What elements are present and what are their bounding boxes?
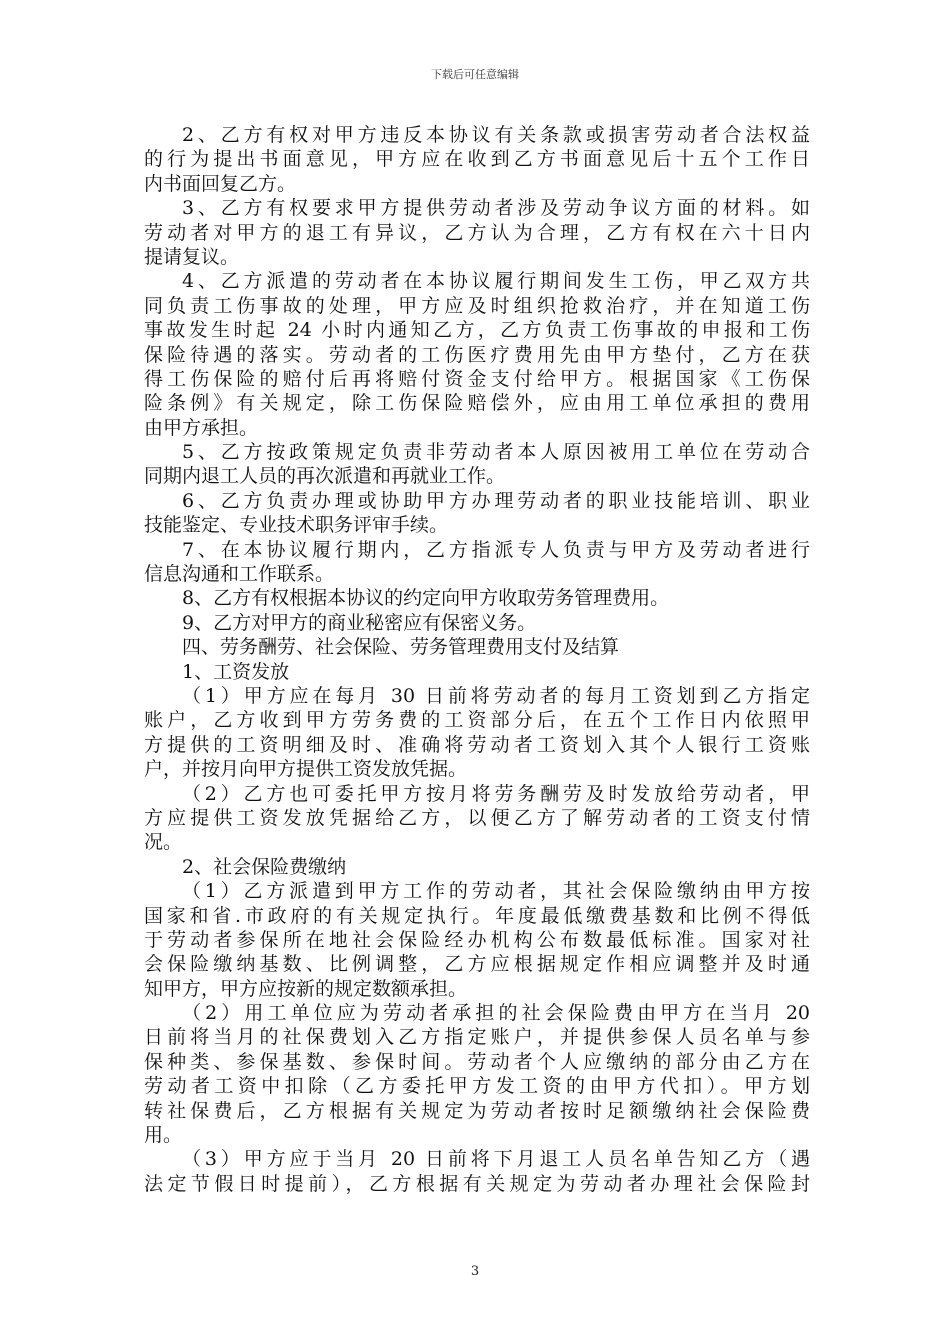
text-line: 劳动者工资中扣除（乙方委托甲方发工资的由甲方代扣）。甲方划 bbox=[144, 1075, 810, 1098]
text-line: 险条例》有关规定，除工伤保险赔偿外，应由用工单位承担的费用 bbox=[144, 392, 810, 415]
text-line: 由甲方承担。 bbox=[144, 416, 259, 439]
text-line: 方提供的工资明细及时、准确将劳动者工资划入其个人银行工资账 bbox=[144, 733, 810, 756]
text-line: 1、工资发放 bbox=[182, 660, 290, 683]
text-line: 国家和省.市政府的有关规定执行。年度最低缴费基数和比例不得低 bbox=[144, 904, 810, 927]
text-line: 用。 bbox=[144, 1124, 183, 1147]
text-line: 法定节假日时提前），乙方根据有关规定为劳动者办理社会保险封 bbox=[144, 1172, 810, 1195]
text-line: 得工伤保险的赔付后再将赔付资金支付给甲方。根据国家《工伤保 bbox=[144, 367, 810, 390]
text-line: 知甲方，甲方应按新的规定数额承担。 bbox=[144, 977, 468, 1000]
text-line: 账户，乙方收到甲方劳务费的工资部分后，在五个工作日内依照甲 bbox=[144, 709, 810, 732]
text-line: 2、乙方有权对甲方违反本协议有关条款或损害劳动者合法权益 bbox=[182, 124, 810, 146]
text-line: 方应提供工资发放凭据给乙方，以便乙方了解劳动者的工资支付情 bbox=[144, 806, 810, 829]
text-line: （1）甲方应在每月 30 日前将劳动者的每月工资划到乙方指定 bbox=[182, 684, 810, 707]
text-line: 内书面回复乙方。 bbox=[144, 172, 297, 195]
text-line: 信息沟通和工作联系。 bbox=[144, 563, 335, 586]
text-line: 同期内退工人员的再次派遣和再就业工作。 bbox=[144, 465, 506, 488]
text-line: 户，并按月向甲方提供工资发放凭据。 bbox=[144, 758, 468, 781]
text-line: 转社保费后，乙方根据有关规定为劳动者按时足额缴纳社会保险费 bbox=[144, 1099, 810, 1122]
text-line: 的行为提出书面意见，甲方应在收到乙方书面意见后十五个工作日 bbox=[144, 148, 810, 171]
text-line: 6、乙方负责办理或协助甲方办理劳动者的职业技能培训、职业 bbox=[182, 489, 810, 512]
text-line: 5、乙方按政策规定负责非劳动者本人原因被用工单位在劳动合 bbox=[182, 441, 810, 464]
text-line: 3、乙方有权要求甲方提供劳动者涉及劳动争议方面的材料。如 bbox=[182, 197, 810, 220]
text-line: （3）甲方应于当月 20 日前将下月退工人员名单告知乙方（遇 bbox=[182, 1148, 810, 1171]
text-line: 事故发生时起 24 小时内通知乙方，乙方负责工伤事故的申报和工伤 bbox=[144, 319, 810, 342]
text-line: 保险待遇的落实。劳动者的工伤医疗费用先由甲方垫付，乙方在获 bbox=[144, 343, 810, 366]
text-line: 况。 bbox=[144, 831, 183, 854]
text-line: 劳动者对甲方的退工有异议，乙方认为合理，乙方有权在六十日内 bbox=[144, 221, 810, 244]
page-header: 下载后可任意编辑 bbox=[431, 68, 519, 81]
document-body bbox=[144, 123, 810, 1196]
text-line: 日前将当月的社保费划入乙方指定账户，并提供参保人员名单与参 bbox=[144, 1026, 810, 1049]
text-line: 7、在本协议履行期内，乙方指派专人负责与甲方及劳动者进行 bbox=[182, 538, 810, 561]
text-line: （2）乙方也可委托甲方按月将劳务酬劳及时发放给劳动者，甲 bbox=[182, 782, 810, 805]
text-line: 技能鉴定、专业技术职务评审手续。 bbox=[144, 514, 449, 537]
text-line: 8、乙方有权根据本协议的约定向甲方收取劳务管理费用。 bbox=[182, 587, 670, 610]
text-line: 保种类、参保基数、参保时间。劳动者个人应缴纳的部分由乙方在 bbox=[144, 1050, 810, 1073]
text-line: 四、劳务酬劳、社会保险、劳务管理费用支付及结算 bbox=[182, 636, 620, 659]
page-number: 3 bbox=[470, 1264, 480, 1279]
text-line: （2）用工单位应为劳动者承担的社会保险费由甲方在当月 20 bbox=[182, 1002, 810, 1025]
text-line: 提请复议。 bbox=[144, 245, 240, 268]
text-line: 会保险缴纳基数、比例调整，乙方应根据规定作相应调整并及时通 bbox=[144, 953, 810, 976]
text-line: 2、社会保险费缴纳 bbox=[182, 855, 347, 878]
text-line: （1）乙方派遣到甲方工作的劳动者，其社会保险缴纳由甲方按 bbox=[182, 880, 810, 903]
text-line: 4、乙方派遣的劳动者在本协议履行期间发生工伤，甲乙双方共 bbox=[182, 270, 810, 293]
text-line: 于劳动者参保所在地社会保险经办机构公布数最低标准。国家对社 bbox=[144, 928, 810, 951]
text-line: 9、乙方对甲方的商业秘密应有保密义务。 bbox=[182, 611, 537, 634]
text-line: 同负责工伤事故的处理，甲方应及时组织抢救治疗，并在知道工伤 bbox=[144, 294, 810, 317]
